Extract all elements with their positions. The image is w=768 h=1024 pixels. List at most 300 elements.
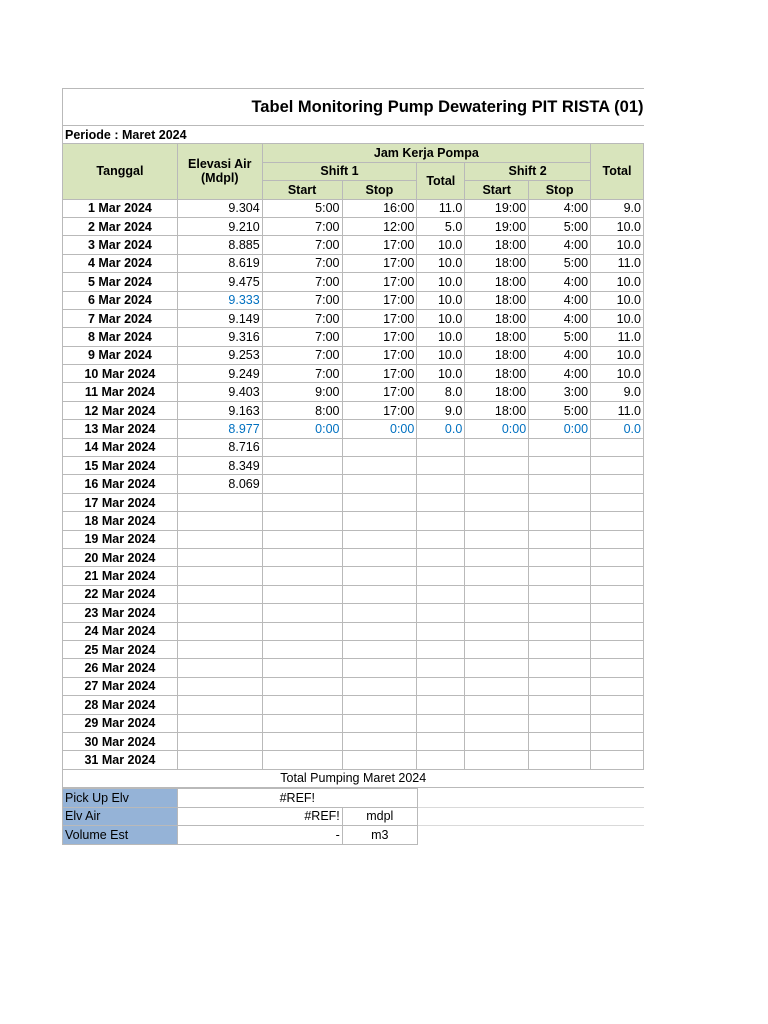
shift1-stop-cell[interactable] [342, 493, 417, 511]
shift2-stop-cell[interactable] [529, 493, 591, 511]
table-row [63, 346, 644, 364]
shift1-start-cell[interactable] [262, 512, 342, 530]
shift1-start-cell[interactable]: 7:00 [262, 236, 342, 254]
shift1-stop-cell[interactable] [342, 604, 417, 622]
header-jam-kerja: Jam Kerja Pompa [262, 144, 590, 162]
shift2-start-cell[interactable] [465, 530, 529, 548]
shift1-stop-cell[interactable] [342, 548, 417, 566]
total-cell[interactable] [591, 640, 644, 658]
shift2-stop-cell[interactable] [529, 604, 591, 622]
shift1-stop-cell[interactable]: 17:00 [342, 365, 417, 383]
total-cell[interactable] [591, 677, 644, 695]
shift2-stop-cell[interactable]: 4:00 [529, 273, 591, 291]
volume-est-label: Volume Est [63, 826, 178, 845]
shift1-start-cell[interactable]: 7:00 [262, 254, 342, 272]
shift2-start-cell[interactable] [465, 677, 529, 695]
shift1-total-cell[interactable]: 8.0 [417, 383, 465, 401]
table-row [63, 217, 644, 235]
total-cell[interactable] [591, 530, 644, 548]
date-cell[interactable]: 21 Mar 2024 [63, 567, 178, 585]
date-cell[interactable]: 12 Mar 2024 [63, 401, 178, 419]
shift2-start-cell[interactable] [465, 567, 529, 585]
elevasi-cell[interactable] [177, 604, 262, 622]
shift2-start-cell[interactable] [465, 732, 529, 750]
table-row [63, 365, 644, 383]
shift1-stop-cell[interactable]: 17:00 [342, 236, 417, 254]
elevasi-cell[interactable]: 8.716 [177, 438, 262, 456]
shift1-total-cell[interactable]: 10.0 [417, 291, 465, 309]
date-cell[interactable]: 7 Mar 2024 [63, 309, 178, 327]
shift1-start-cell[interactable] [262, 751, 342, 769]
elevasi-cell[interactable] [177, 493, 262, 511]
date-cell[interactable]: 2 Mar 2024 [63, 217, 178, 235]
shift1-start-cell[interactable] [262, 622, 342, 640]
total-cell[interactable] [591, 714, 644, 732]
date-cell[interactable]: 14 Mar 2024 [63, 438, 178, 456]
shift1-total-cell[interactable] [417, 512, 465, 530]
table-row [63, 696, 644, 714]
date-cell[interactable]: 27 Mar 2024 [63, 677, 178, 695]
shift1-start-cell[interactable] [262, 530, 342, 548]
shift2-stop-cell[interactable]: 5:00 [529, 401, 591, 419]
shift2-start-cell[interactable]: 18:00 [465, 401, 529, 419]
table-row [63, 254, 644, 272]
shift1-total-cell[interactable]: 10.0 [417, 309, 465, 327]
shift1-total-cell[interactable] [417, 585, 465, 603]
elevasi-cell[interactable]: 9.149 [177, 309, 262, 327]
shift1-start-cell[interactable]: 7:00 [262, 309, 342, 327]
date-cell[interactable]: 4 Mar 2024 [63, 254, 178, 272]
date-cell[interactable]: 13 Mar 2024 [63, 420, 178, 438]
shift2-start-cell[interactable]: 0:00 [465, 420, 529, 438]
shift2-start-cell[interactable]: 19:00 [465, 217, 529, 235]
shift2-stop-cell[interactable] [529, 512, 591, 530]
table-row [63, 475, 644, 493]
shift1-start-cell[interactable]: 5:00 [262, 199, 342, 217]
shift1-stop-cell[interactable]: 0:00 [342, 420, 417, 438]
shift2-stop-cell[interactable]: 4:00 [529, 346, 591, 364]
shift1-total-cell[interactable]: 10.0 [417, 273, 465, 291]
shift2-start-cell[interactable] [465, 751, 529, 769]
shift2-start-cell[interactable]: 18:00 [465, 254, 529, 272]
pick-up-elv-label: Pick Up Elv [63, 789, 178, 808]
shift1-total-cell[interactable]: 10.0 [417, 254, 465, 272]
shift1-stop-cell[interactable] [342, 585, 417, 603]
date-cell[interactable]: 29 Mar 2024 [63, 714, 178, 732]
table-row [63, 328, 644, 346]
date-cell[interactable]: 1 Mar 2024 [63, 199, 178, 217]
date-cell[interactable]: 30 Mar 2024 [63, 732, 178, 750]
elv-air-unit: mdpl [342, 807, 417, 826]
elevasi-cell[interactable]: 9.316 [177, 328, 262, 346]
summary-row-volume [63, 826, 645, 845]
shift1-total-cell[interactable] [417, 567, 465, 585]
shift1-start-cell[interactable] [262, 696, 342, 714]
total-cell[interactable] [591, 622, 644, 640]
shift1-total-cell[interactable]: 10.0 [417, 346, 465, 364]
shift2-start-cell[interactable]: 18:00 [465, 346, 529, 364]
spacer-cell [417, 789, 644, 808]
shift1-start-cell[interactable] [262, 475, 342, 493]
shift1-total-cell[interactable] [417, 677, 465, 695]
shift1-start-cell[interactable] [262, 604, 342, 622]
shift1-total-cell[interactable]: 9.0 [417, 401, 465, 419]
table-row [63, 291, 644, 309]
shift1-stop-cell[interactable] [342, 567, 417, 585]
total-cell[interactable]: 9.0 [591, 199, 644, 217]
shift1-start-cell[interactable] [262, 548, 342, 566]
date-cell[interactable]: 25 Mar 2024 [63, 640, 178, 658]
shift1-start-cell[interactable]: 9:00 [262, 383, 342, 401]
total-cell[interactable] [591, 604, 644, 622]
date-cell[interactable]: 28 Mar 2024 [63, 696, 178, 714]
summary-row-pickup [63, 789, 645, 808]
total-cell[interactable]: 10.0 [591, 291, 644, 309]
shift2-stop-cell[interactable] [529, 714, 591, 732]
shift2-stop-cell[interactable]: 4:00 [529, 365, 591, 383]
shift2-start-cell[interactable] [465, 659, 529, 677]
elevasi-cell[interactable]: 9.249 [177, 365, 262, 383]
elevasi-cell[interactable]: 9.210 [177, 217, 262, 235]
shift2-start-cell[interactable]: 18:00 [465, 273, 529, 291]
header-shift1: Shift 1 [262, 162, 417, 180]
shift2-start-cell[interactable]: 18:00 [465, 328, 529, 346]
shift1-stop-cell[interactable] [342, 751, 417, 769]
shift2-start-cell[interactable]: 18:00 [465, 291, 529, 309]
header-shift2-start: Start [465, 181, 529, 199]
total-cell[interactable] [591, 457, 644, 475]
shift1-stop-cell[interactable]: 17:00 [342, 309, 417, 327]
elevasi-cell[interactable] [177, 512, 262, 530]
date-cell[interactable]: 6 Mar 2024 [63, 291, 178, 309]
total-cell[interactable] [591, 475, 644, 493]
table-row [63, 567, 644, 585]
header-shift2-stop: Stop [529, 181, 591, 199]
shift2-stop-cell[interactable] [529, 585, 591, 603]
shift1-stop-cell[interactable]: 16:00 [342, 199, 417, 217]
shift1-stop-cell[interactable] [342, 640, 417, 658]
elevasi-cell[interactable] [177, 659, 262, 677]
shift2-stop-cell[interactable] [529, 659, 591, 677]
shift2-start-cell[interactable] [465, 604, 529, 622]
elevasi-cell[interactable] [177, 530, 262, 548]
shift1-stop-cell[interactable]: 17:00 [342, 383, 417, 401]
shift1-stop-cell[interactable] [342, 732, 417, 750]
elevasi-cell[interactable]: 8.619 [177, 254, 262, 272]
elevasi-cell[interactable]: 9.403 [177, 383, 262, 401]
shift2-stop-cell[interactable] [529, 732, 591, 750]
shift2-start-cell[interactable]: 18:00 [465, 365, 529, 383]
elevasi-cell[interactable]: 9.253 [177, 346, 262, 364]
shift1-start-cell[interactable] [262, 640, 342, 658]
elevasi-cell[interactable] [177, 567, 262, 585]
total-cell[interactable] [591, 548, 644, 566]
shift2-start-cell[interactable]: 18:00 [465, 309, 529, 327]
shift1-stop-cell[interactable]: 17:00 [342, 273, 417, 291]
elevasi-cell[interactable]: 8.069 [177, 475, 262, 493]
table-row [63, 236, 644, 254]
shift1-total-cell[interactable] [417, 530, 465, 548]
shift1-start-cell[interactable]: 7:00 [262, 217, 342, 235]
shift1-stop-cell[interactable]: 17:00 [342, 346, 417, 364]
shift1-start-cell[interactable] [262, 457, 342, 475]
elevasi-cell[interactable] [177, 622, 262, 640]
date-cell[interactable]: 3 Mar 2024 [63, 236, 178, 254]
total-cell[interactable]: 10.0 [591, 273, 644, 291]
elevasi-cell[interactable]: 8.977 [177, 420, 262, 438]
date-cell[interactable]: 19 Mar 2024 [63, 530, 178, 548]
shift1-total-cell[interactable]: 10.0 [417, 365, 465, 383]
spreadsheet [62, 88, 644, 845]
shift1-stop-cell[interactable]: 17:00 [342, 291, 417, 309]
elevasi-cell[interactable]: 9.333 [177, 291, 262, 309]
shift2-stop-cell[interactable] [529, 567, 591, 585]
date-cell[interactable]: 26 Mar 2024 [63, 659, 178, 677]
shift2-start-cell[interactable] [465, 622, 529, 640]
total-cell[interactable]: 11.0 [591, 254, 644, 272]
shift1-stop-cell[interactable] [342, 677, 417, 695]
table-row [63, 457, 644, 475]
elevasi-cell[interactable] [177, 640, 262, 658]
total-cell[interactable] [591, 696, 644, 714]
shift1-start-cell[interactable] [262, 714, 342, 732]
pick-up-elv-value: #REF! [177, 789, 417, 808]
shift2-stop-cell[interactable]: 3:00 [529, 383, 591, 401]
summary-table [62, 788, 644, 845]
total-cell[interactable]: 10.0 [591, 217, 644, 235]
shift1-total-cell[interactable] [417, 732, 465, 750]
shift1-total-cell[interactable] [417, 493, 465, 511]
shift1-stop-cell[interactable] [342, 530, 417, 548]
shift2-stop-cell[interactable]: 4:00 [529, 199, 591, 217]
shift2-start-cell[interactable] [465, 548, 529, 566]
elevasi-cell[interactable]: 9.475 [177, 273, 262, 291]
shift2-stop-cell[interactable] [529, 677, 591, 695]
total-cell[interactable]: 10.0 [591, 365, 644, 383]
shift2-start-cell[interactable]: 19:00 [465, 199, 529, 217]
elevasi-cell[interactable] [177, 732, 262, 750]
shift1-total-cell[interactable] [417, 751, 465, 769]
shift2-stop-cell[interactable] [529, 438, 591, 456]
shift1-stop-cell[interactable] [342, 622, 417, 640]
date-cell[interactable]: 15 Mar 2024 [63, 457, 178, 475]
shift1-total-cell[interactable]: 5.0 [417, 217, 465, 235]
date-cell[interactable]: 20 Mar 2024 [63, 548, 178, 566]
shift1-stop-cell[interactable] [342, 714, 417, 732]
shift2-start-cell[interactable] [465, 475, 529, 493]
shift1-stop-cell[interactable]: 17:00 [342, 401, 417, 419]
shift1-stop-cell[interactable] [342, 659, 417, 677]
shift2-start-cell[interactable]: 18:00 [465, 236, 529, 254]
shift2-stop-cell[interactable] [529, 751, 591, 769]
shift1-total-cell[interactable] [417, 696, 465, 714]
shift2-stop-cell[interactable] [529, 622, 591, 640]
shift1-stop-cell[interactable] [342, 457, 417, 475]
shift2-start-cell[interactable] [465, 640, 529, 658]
header-tanggal: Tanggal [63, 144, 178, 199]
shift2-stop-cell[interactable] [529, 696, 591, 714]
shift1-total-cell[interactable] [417, 475, 465, 493]
date-cell[interactable]: 5 Mar 2024 [63, 273, 178, 291]
elevasi-cell[interactable] [177, 548, 262, 566]
total-cell[interactable] [591, 493, 644, 511]
shift1-total-cell[interactable] [417, 457, 465, 475]
elevasi-cell[interactable] [177, 677, 262, 695]
shift1-start-cell[interactable] [262, 567, 342, 585]
table-row [63, 659, 644, 677]
monitoring-table [62, 88, 644, 788]
shift1-total-cell[interactable] [417, 622, 465, 640]
total-cell[interactable] [591, 438, 644, 456]
spacer-cell [417, 826, 644, 845]
shift1-total-cell[interactable] [417, 659, 465, 677]
shift2-stop-cell[interactable]: 5:00 [529, 254, 591, 272]
total-cell[interactable] [591, 659, 644, 677]
shift2-stop-cell[interactable]: 0:00 [529, 420, 591, 438]
shift2-start-cell[interactable] [465, 512, 529, 530]
elevasi-cell[interactable] [177, 714, 262, 732]
shift2-stop-cell[interactable] [529, 457, 591, 475]
shift1-start-cell[interactable]: 7:00 [262, 273, 342, 291]
total-cell[interactable]: 10.0 [591, 236, 644, 254]
header-shift1-total: Total [417, 162, 465, 199]
shift2-stop-cell[interactable] [529, 548, 591, 566]
shift2-stop-cell[interactable]: 5:00 [529, 328, 591, 346]
total-cell[interactable] [591, 512, 644, 530]
shift1-total-cell[interactable] [417, 604, 465, 622]
shift2-stop-cell[interactable]: 4:00 [529, 291, 591, 309]
shift2-start-cell[interactable] [465, 493, 529, 511]
summary-row-elv-air [63, 807, 645, 826]
elevasi-cell[interactable]: 8.349 [177, 457, 262, 475]
total-cell[interactable]: 11.0 [591, 328, 644, 346]
total-cell[interactable] [591, 567, 644, 585]
header-elevasi: Elevasi Air (Mdpl) [177, 144, 262, 199]
table-row [63, 604, 644, 622]
date-cell[interactable]: 18 Mar 2024 [63, 512, 178, 530]
shift1-start-cell[interactable] [262, 659, 342, 677]
table-row [63, 530, 644, 548]
header-shift1-start: Start [262, 181, 342, 199]
shift2-start-cell[interactable] [465, 438, 529, 456]
shift1-total-cell[interactable] [417, 714, 465, 732]
shift2-stop-cell[interactable] [529, 475, 591, 493]
shift1-stop-cell[interactable] [342, 475, 417, 493]
total-cell[interactable]: 9.0 [591, 383, 644, 401]
date-cell[interactable]: 8 Mar 2024 [63, 328, 178, 346]
shift1-start-cell[interactable]: 7:00 [262, 291, 342, 309]
shift1-total-cell[interactable]: 11.0 [417, 199, 465, 217]
date-cell[interactable]: 16 Mar 2024 [63, 475, 178, 493]
date-cell[interactable]: 17 Mar 2024 [63, 493, 178, 511]
shift1-start-cell[interactable] [262, 493, 342, 511]
shift2-stop-cell[interactable]: 5:00 [529, 217, 591, 235]
elv-air-label: Elv Air [63, 807, 178, 826]
date-cell[interactable]: 9 Mar 2024 [63, 346, 178, 364]
shift2-stop-cell[interactable] [529, 530, 591, 548]
elevasi-cell[interactable]: 9.304 [177, 199, 262, 217]
total-cell[interactable] [591, 585, 644, 603]
total-cell[interactable] [591, 751, 644, 769]
shift1-stop-cell[interactable] [342, 512, 417, 530]
shift1-start-cell[interactable]: 7:00 [262, 328, 342, 346]
elevasi-cell[interactable]: 8.885 [177, 236, 262, 254]
total-cell[interactable]: 10.0 [591, 346, 644, 364]
elv-air-value: #REF! [177, 807, 342, 826]
date-cell[interactable]: 11 Mar 2024 [63, 383, 178, 401]
shift1-stop-cell[interactable]: 17:00 [342, 328, 417, 346]
shift2-start-cell[interactable]: 18:00 [465, 383, 529, 401]
shift1-start-cell[interactable]: 8:00 [262, 401, 342, 419]
shift1-stop-cell[interactable]: 17:00 [342, 254, 417, 272]
table-row [63, 585, 644, 603]
shift2-stop-cell[interactable]: 4:00 [529, 236, 591, 254]
table-row [63, 199, 644, 217]
shift1-start-cell[interactable] [262, 585, 342, 603]
shift1-start-cell[interactable] [262, 677, 342, 695]
date-cell[interactable]: 24 Mar 2024 [63, 622, 178, 640]
shift1-total-cell[interactable]: 0.0 [417, 420, 465, 438]
shift1-total-cell[interactable]: 10.0 [417, 328, 465, 346]
date-cell[interactable]: 23 Mar 2024 [63, 604, 178, 622]
total-cell[interactable]: 0.0 [591, 420, 644, 438]
date-cell[interactable]: 10 Mar 2024 [63, 365, 178, 383]
total-pumping-label: Total Pumping Maret 2024 [63, 769, 644, 787]
shift2-start-cell[interactable] [465, 457, 529, 475]
elevasi-cell[interactable]: 9.163 [177, 401, 262, 419]
date-cell[interactable]: 31 Mar 2024 [63, 751, 178, 769]
shift2-start-cell[interactable] [465, 696, 529, 714]
shift1-total-cell[interactable]: 10.0 [417, 236, 465, 254]
table-title: Tabel Monitoring Pump Dewatering PIT RISTA (01) [63, 89, 644, 126]
shift1-start-cell[interactable] [262, 438, 342, 456]
elevasi-cell[interactable] [177, 751, 262, 769]
shift1-start-cell[interactable]: 7:00 [262, 365, 342, 383]
shift1-start-cell[interactable]: 0:00 [262, 420, 342, 438]
total-cell[interactable] [591, 732, 644, 750]
total-cell[interactable]: 11.0 [591, 401, 644, 419]
date-cell[interactable]: 22 Mar 2024 [63, 585, 178, 603]
shift2-start-cell[interactable] [465, 714, 529, 732]
shift1-start-cell[interactable]: 7:00 [262, 346, 342, 364]
header-grand-total: Total [591, 144, 644, 199]
shift1-stop-cell[interactable]: 12:00 [342, 217, 417, 235]
header-shift1-stop: Stop [342, 181, 417, 199]
shift1-total-cell[interactable] [417, 438, 465, 456]
shift2-stop-cell[interactable] [529, 640, 591, 658]
shift1-stop-cell[interactable] [342, 438, 417, 456]
table-row [63, 677, 644, 695]
shift2-stop-cell[interactable]: 4:00 [529, 309, 591, 327]
total-cell[interactable]: 10.0 [591, 309, 644, 327]
period-label: Periode : Maret 2024 [63, 126, 644, 144]
shift1-start-cell[interactable] [262, 732, 342, 750]
shift1-stop-cell[interactable] [342, 696, 417, 714]
header-shift2: Shift 2 [465, 162, 591, 180]
elevasi-cell[interactable] [177, 585, 262, 603]
table-row [63, 751, 644, 769]
table-row [63, 420, 644, 438]
table-row [63, 640, 644, 658]
shift1-total-cell[interactable] [417, 548, 465, 566]
shift2-start-cell[interactable] [465, 585, 529, 603]
elevasi-cell[interactable] [177, 696, 262, 714]
table-row [63, 512, 644, 530]
table-row [63, 548, 644, 566]
shift1-total-cell[interactable] [417, 640, 465, 658]
table-row [63, 401, 644, 419]
table-row [63, 438, 644, 456]
